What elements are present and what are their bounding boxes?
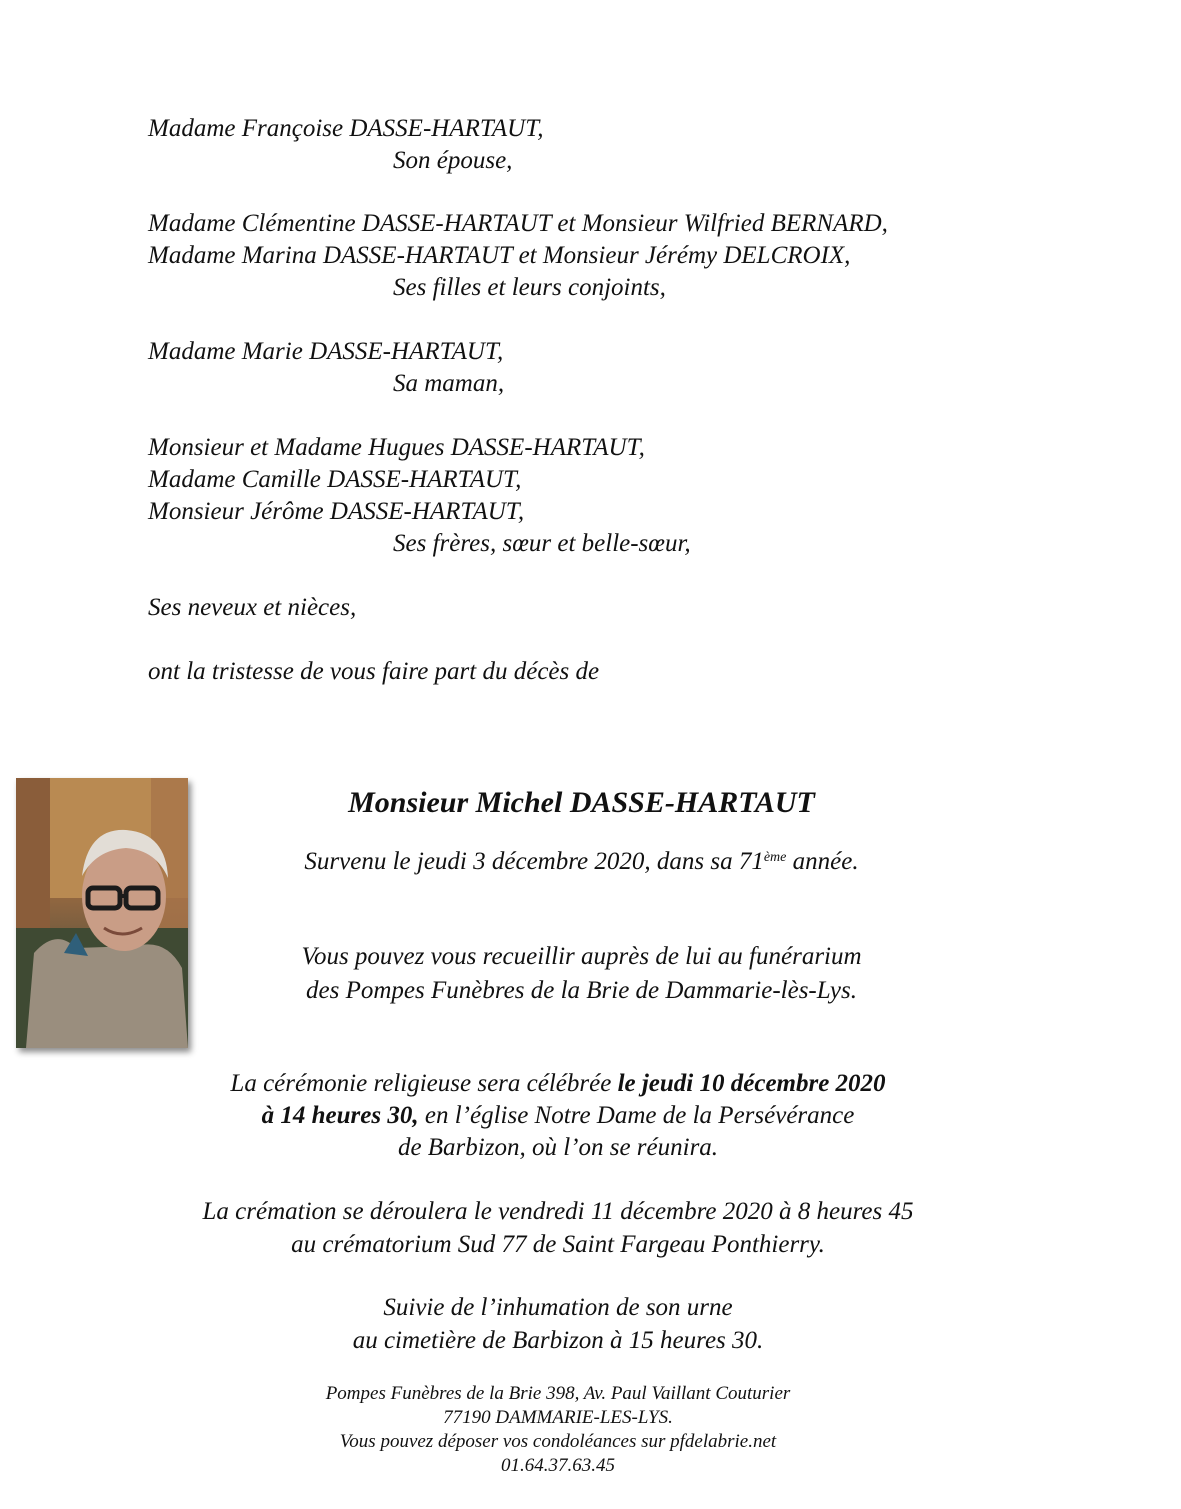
deceased-name: Monsieur Michel DASSE-HARTAUT xyxy=(348,786,815,819)
visit-line-1: Vous pouvez vous recueillir auprès de lui au funérarium xyxy=(301,943,862,970)
inhumation-line-2: au cimetière de Barbizon à 15 heures 30. xyxy=(352,1327,764,1354)
deceased-photo xyxy=(16,778,188,1048)
portrait-image xyxy=(16,778,188,1048)
footer-phone: 01.64.37.63.45 xyxy=(501,1455,615,1476)
footer-line-2: 77190 DAMMARIE-LES-LYS. xyxy=(443,1407,673,1428)
sibling-line-1: Monsieur et Madame Hugues DASSE-HARTAUT, xyxy=(148,434,645,461)
mother-role: Sa maman, xyxy=(393,370,505,397)
announcement-line: ont la tristesse de vous faire part du décès de xyxy=(148,658,600,685)
mother-name: Madame Marie DASSE-HARTAUT, xyxy=(148,338,504,365)
daughter-line-1: Madame Clémentine DASSE-HARTAUT et Monsieur Wilfried BERNARD, xyxy=(148,210,888,237)
death-date-line xyxy=(189,846,974,878)
spouse-name: Madame Françoise DASSE-HARTAUT, xyxy=(148,115,544,142)
ceremony-time: à 14 heures 30, xyxy=(261,1102,419,1129)
ceremony-line-3: de Barbizon, où l’on se réunira. xyxy=(397,1134,719,1161)
daughters-role: Ses filles et leurs conjoints, xyxy=(393,274,666,301)
ceremony-line-1 xyxy=(0,1068,1116,1100)
ceremony-church: en l’église Notre Dame de la Persévérance xyxy=(418,1102,855,1129)
footer-line-1: Pompes Funèbres de la Brie 398, Av. Paul Vaillant Couturier xyxy=(325,1383,791,1404)
inhumation-line-1: Suivie de l’inhumation de son urne xyxy=(383,1294,733,1321)
cremation-line-1: La crémation se déroulera le vendredi 11 décembre 2020 à 8 heures 45 xyxy=(202,1198,914,1225)
footer-line-3: Vous pouvez déposer vos condoléances sur pfdelabrie.net xyxy=(339,1431,777,1452)
ceremony-line-2 xyxy=(0,1100,1116,1132)
sibling-line-3: Monsieur Jérôme DASSE-HARTAUT, xyxy=(148,498,525,525)
daughter-line-2: Madame Marina DASSE-HARTAUT et Monsieur Jérémy DELCROIX, xyxy=(148,242,851,269)
ceremony-date: le jeudi 10 décembre 2020 xyxy=(617,1070,886,1097)
spouse-role: Son épouse, xyxy=(393,147,513,174)
sibling-line-2: Madame Camille DASSE-HARTAUT, xyxy=(148,466,522,493)
ordinal-suffix: ème xyxy=(763,850,787,865)
death-date-end: année. xyxy=(786,848,859,875)
death-date-text: Survenu le jeudi 3 décembre 2020, dans sa 71 xyxy=(304,848,764,875)
cremation-line-2: au crématorium Sud 77 de Saint Fargeau Ponthierry. xyxy=(291,1231,825,1258)
visit-line-2: des Pompes Funèbres de la Brie de Dammarie-lès-Lys. xyxy=(306,977,857,1004)
ceremony-text-1: La cérémonie religieuse sera célébrée xyxy=(230,1070,618,1097)
nephews-line: Ses neveux et nièces, xyxy=(148,594,357,621)
siblings-role: Ses frères, sœur et belle-sœur, xyxy=(393,530,691,557)
